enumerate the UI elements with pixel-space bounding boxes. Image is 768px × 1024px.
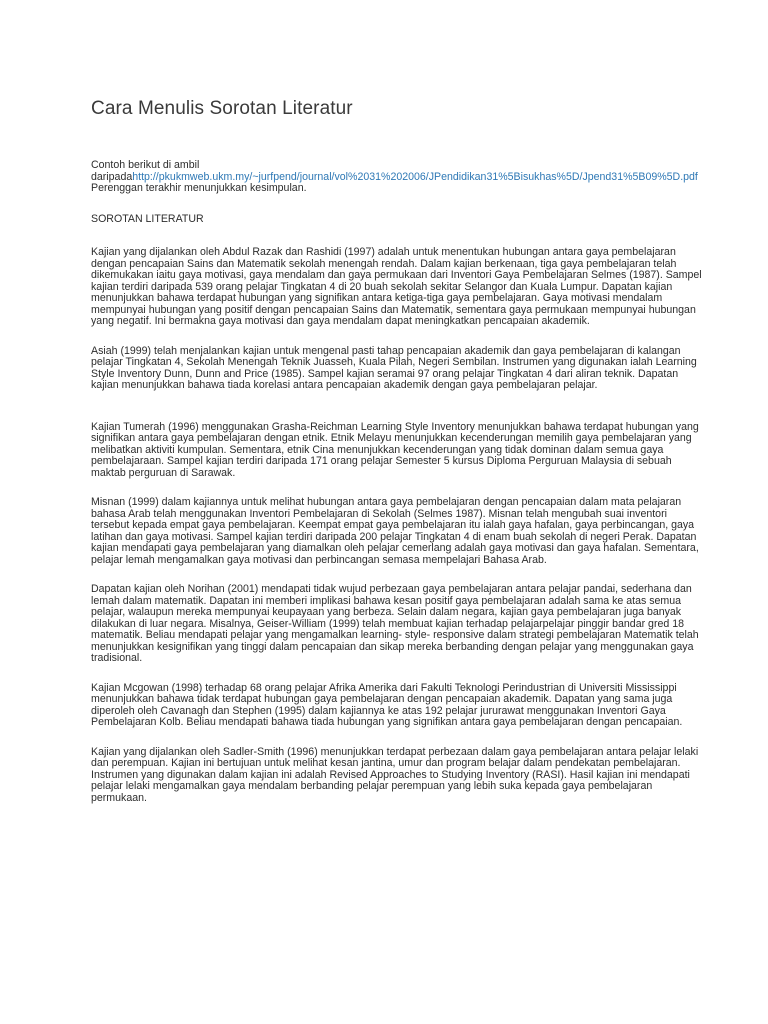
paragraph-sadler-smith: Kajian yang dijalankan oleh Sadler-Smith (1996) menunjukkan terdapat perbezaan dalam gaya pembelajaran antara pelajar lelaki dan perempuan. Kajian ini bertujuan untuk melihat kesan jantina, umur dan program belajar dalam pendekatan pembelajaran. Instrumen yang digunakan dalam kajian ini adalah Revised Approaches to Studying Inventory (RASI). Hasil kajian ini mendapati pelajar lelaki mengamalkan gaya mendalam berbanding pelajar perempuan yang lebih suka kepada gaya pembelajaran permukaan. (91, 745, 699, 804)
paragraph-norihan: Dapatan kajian oleh Norihan (2001) mendapati tidak wujud perbezaan gaya pembelajaran antara pelajar pandai, sederhana dan lemah dalam matematik. Dapatan ini memberi implikasi bahawa kesan positif gaya pembelajaran adalah sama ke atas semua pelajar, walaupun mereka mempunyai keupayaan yang berbeza. Selain dalam negara, kajian gaya pembelajaran juga banyak dilakukan di luar negara. Misalnya, Geiser-William (1999) telah membuat kajian terhadap pelajarpelajar pinggir bandar gred 18 matematik. Beliau mendapati pelajar yang mengamalkan learning- style- responsive dalam strategi pembelajaran Matematik telah menunjukkan kesignifikan yang tinggi dalam pencapaian dan sikap mereka berbanding dengan pelajar yang menggunakan gaya tradisional. (91, 583, 699, 664)
document-page (91, 96, 705, 804)
source-link[interactable]: http://pkukmweb.ukm.my/~jurfpend/journal/vol%2031%202006/JPendidikan31%5Bisukhas%5D/Jpend31%5B09%5D.pdf (132, 170, 698, 183)
intro-prefix: Contoh berikut di ambil daripada (91, 159, 200, 183)
paragraph-abdul-razak: Kajian yang dijalankan oleh Abdul Razak dan Rashidi (1997) adalah untuk menentukan hubungan antara gaya pembelajaran dengan pencapaian Sains dan Matematik sekolah menengah rendah. Dalam kajian berkenaan, tiga gaya pembelajaran telah dikemukakan iaitu gaya motivasi, gaya mendalam dan gaya permukaan dari Inventori Gaya Pembelajaran Selmes (1987). Sampel kajian terdiri daripada 539 orang pelajar Tingkatan 4 di 20 buah sekolah sekitar Selangor dan Kuala Lumpur. Dapatan kajian menunjukkan bahawa terdapat hubungan yang signifikan antara ketiga-tiga gaya pembelajaran. Gaya motivasi mendalam mempunyai hubungan yang positif dengan pencapaian Sains dan Matematik, sementara gaya permukaan mempunyai hubungan yang negatif. Ini bermakna gaya motivasi dan gaya mendalam dapat meningkatkan pencapaian akademik. (91, 246, 702, 327)
intro-suffix: Perenggan terakhir menunjukkan kesimpulan. (91, 182, 307, 194)
paragraph-asiah: Asiah (1999) telah menjalankan kajian untuk mengenal pasti tahap pencapaian akademik dan gaya pembelajaran di kalangan pelajar Tingkatan 4, Sekolah Menengah Teknik Juasseh, Kuala Pilah, Negeri Sembilan. Instrumen yang digunakan ialah Learning Style Inventory Dunn, Dunn and Price (1985). Sampel kajian seramai 97 orang pelajar Tingkatan 4 dari aliran teknik. Dapatan kajian menunjukkan bahawa tiada korelasi antara pencapaian akademik dengan gaya pembelajaran pelajar. (91, 344, 697, 391)
paragraph-mcgowan: Kajian Mcgowan (1998) terhadap 68 orang pelajar Afrika Amerika dari Fakulti Teknologi Perindustrian di Universiti Mississippi menunjukkan bahawa tidak terdapat hubungan gaya pembelajaran dengan pencapaian akademik. Dapatan yang sama juga diperoleh oleh Cavanagh dan Stephen (1995) dalam kajiannya ke atas 192 pelajar jururawat menggunakan Inventori Gaya Pembelajaran Kolb. Beliau mendapati bahawa tiada hubungan yang signifikan antara gaya pembelajaran dengan pencapaian. (91, 681, 683, 728)
paragraph-tumerah: Kajian Tumerah (1996) menggunakan Grasha-Reichman Learning Style Inventory menunjukkan bahawa terdapat hubungan yang signifikan antara gaya pembelajaran dengan etnik. Etnik Melayu menunjukkan kecenderungan memilih gaya pembelajaran yang melibatkan aktiviti kumpulan. Sementara, etnik Cina menunjukkan kecenderungan yang tidak dominan dalam semua gaya pembelajaraan. Sampel kajian terdiri daripada 171 orang pelajar Semester 5 kursus Diploma Perguruan Malaysia di sebuah maktab perguruan di Sarawak. (91, 420, 699, 479)
intro-paragraph (91, 160, 705, 195)
paragraph-misnan: Misnan (1999) dalam kajiannya untuk melihat hubungan antara gaya pembelajaran dengan pencapaian dalam mata pelajaran bahasa Arab telah menggunakan Inventori Pembelajaran di Sekolah (Selmes 1987). Misnan telah mengubah suai inventori tersebut kepada empat gaya pembelajaran. Keempat empat gaya pembelajaran itu ialah gaya hafalan, gaya perbincangan, gaya latihan dan gaya motivasi. Sampel kajian terdiri daripada 200 pelajar Tingkatan 4 di enam buah sekolah di negeri Perak. Dapatan kajian mendapati gaya pembelajaran yang diamalkan oleh pelajar cemerlang adalah gaya motivasi dan gaya hafalan. Sementara, pelajar lemah mengamalkan gaya motivasi dan perbincangan semasa mempelajari Bahasa Arab. (91, 496, 699, 566)
section-heading: SOROTAN LITERATUR (91, 212, 204, 225)
page-title: Cara Menulis Sorotan Literatur (91, 98, 353, 119)
